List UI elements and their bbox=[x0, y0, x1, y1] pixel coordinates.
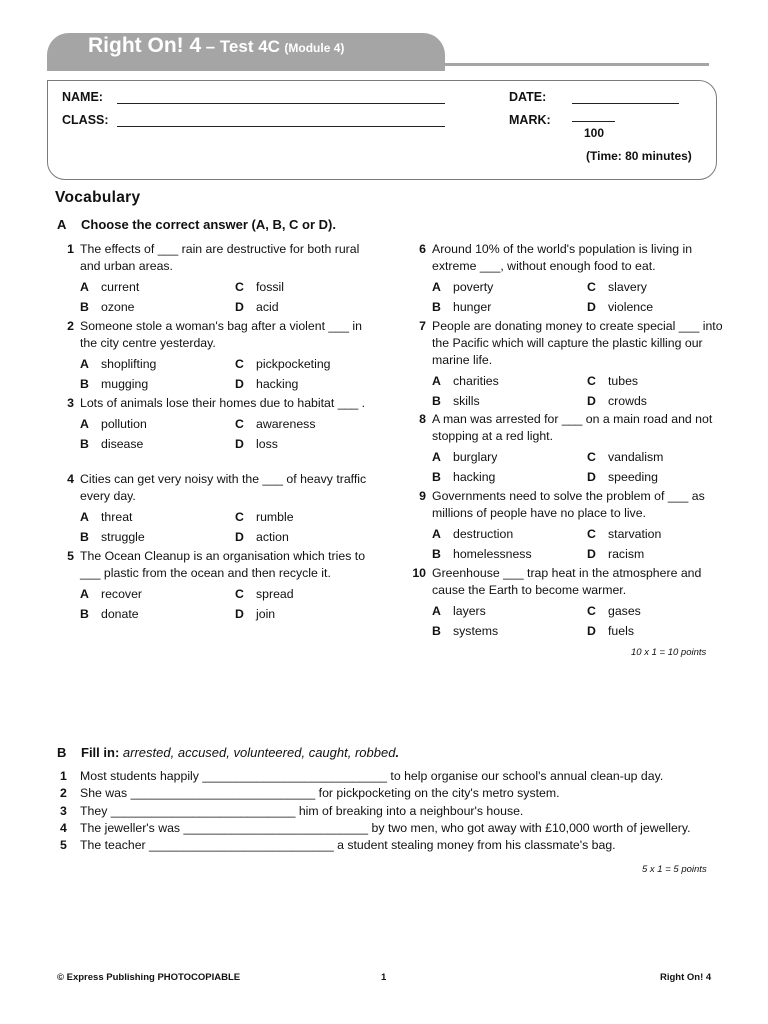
option-letter: B bbox=[80, 437, 89, 451]
title-module: (Module 4) bbox=[284, 41, 345, 55]
item-sentence: They ___________________________ him of breaking into a neighbour's house. bbox=[80, 803, 524, 818]
question-text: Governments need to solve the problem of ___ as millions of people have no place to live. bbox=[432, 489, 705, 520]
question-number: 8 bbox=[419, 412, 426, 426]
question-number: 3 bbox=[67, 396, 74, 410]
answer-option[interactable] bbox=[80, 606, 235, 623]
item-number: 4 bbox=[60, 820, 67, 835]
answer-option[interactable] bbox=[235, 299, 380, 316]
question-item bbox=[67, 241, 380, 316]
answer-option[interactable] bbox=[587, 546, 732, 563]
answer-option[interactable] bbox=[432, 373, 587, 390]
answer-options bbox=[80, 279, 380, 316]
question-number: 4 bbox=[67, 472, 74, 486]
item-number: 3 bbox=[60, 803, 67, 818]
item-sentence: The teacher ___________________________ a student stealing money from his classmate's bag. bbox=[80, 838, 616, 853]
option-text: pickpocketing bbox=[256, 357, 331, 371]
answer-option[interactable] bbox=[432, 469, 587, 486]
option-text: loss bbox=[256, 437, 278, 451]
option-text: homelessness bbox=[453, 547, 532, 561]
question-item bbox=[67, 318, 380, 393]
option-letter: A bbox=[80, 587, 89, 601]
answer-option[interactable] bbox=[587, 393, 732, 410]
date-field[interactable] bbox=[572, 103, 679, 104]
answer-option[interactable] bbox=[235, 376, 380, 393]
option-letter: C bbox=[235, 587, 244, 601]
footer-book-title: Right On! 4 bbox=[660, 972, 712, 983]
option-letter: A bbox=[432, 374, 441, 388]
option-letter: C bbox=[587, 527, 596, 541]
option-letter: C bbox=[587, 374, 596, 388]
answer-option[interactable] bbox=[235, 436, 380, 453]
date-label: DATE: bbox=[509, 90, 547, 104]
answer-options bbox=[432, 449, 732, 486]
option-letter: B bbox=[432, 300, 441, 314]
option-text: systems bbox=[453, 624, 499, 638]
option-letter: D bbox=[587, 547, 596, 561]
answer-options bbox=[80, 586, 380, 623]
option-text: fuels bbox=[608, 624, 634, 638]
item-number: 2 bbox=[60, 786, 67, 801]
footer-page-number: 1 bbox=[381, 972, 387, 983]
mark-label: MARK: bbox=[509, 113, 551, 127]
option-text: poverty bbox=[453, 280, 494, 294]
option-letter: D bbox=[235, 530, 244, 544]
fill-in-item[interactable] bbox=[60, 838, 616, 852]
option-letter: A bbox=[432, 280, 441, 294]
option-text: ozone bbox=[101, 300, 135, 314]
answer-options bbox=[80, 509, 380, 546]
option-text: charities bbox=[453, 374, 499, 388]
mark-total: 100 bbox=[584, 126, 605, 140]
option-text: vandalism bbox=[608, 450, 664, 464]
section-b-prefix: Fill in: bbox=[81, 745, 120, 760]
student-info-box bbox=[47, 80, 717, 180]
option-letter: D bbox=[235, 377, 244, 391]
option-text: skills bbox=[453, 394, 480, 408]
answer-option[interactable] bbox=[80, 436, 235, 453]
answer-option[interactable] bbox=[587, 603, 732, 620]
question-item bbox=[419, 241, 732, 316]
section-a-instruction bbox=[57, 217, 336, 232]
option-text: threat bbox=[101, 510, 133, 524]
title-rule bbox=[47, 63, 709, 66]
page-title bbox=[88, 34, 344, 58]
answer-option[interactable] bbox=[235, 356, 380, 373]
option-text: layers bbox=[453, 604, 486, 618]
question-number: 5 bbox=[67, 549, 74, 563]
option-text: awareness bbox=[256, 417, 316, 431]
option-letter: B bbox=[432, 394, 441, 408]
answer-option[interactable] bbox=[80, 529, 235, 546]
fill-in-item[interactable] bbox=[60, 786, 560, 800]
option-letter: A bbox=[432, 527, 441, 541]
option-text: shoplifting bbox=[101, 357, 157, 371]
option-text: disease bbox=[101, 437, 144, 451]
option-letter: A bbox=[80, 357, 89, 371]
option-text: destruction bbox=[453, 527, 514, 541]
answer-option[interactable] bbox=[432, 449, 587, 466]
name-label: NAME: bbox=[62, 90, 103, 104]
question-item bbox=[419, 318, 732, 410]
option-letter: C bbox=[235, 280, 244, 294]
option-letter: D bbox=[235, 437, 244, 451]
answer-option[interactable] bbox=[432, 603, 587, 620]
answer-options bbox=[432, 603, 732, 640]
question-number: 7 bbox=[419, 319, 426, 333]
option-text: pollution bbox=[101, 417, 147, 431]
option-text: tubes bbox=[608, 374, 639, 388]
answer-option[interactable] bbox=[587, 469, 732, 486]
question-item bbox=[419, 488, 732, 563]
option-letter: A bbox=[80, 417, 89, 431]
word-list: arrested, accused, volunteered, caught, robbed. bbox=[122, 745, 400, 760]
option-text: hacking bbox=[453, 470, 496, 484]
question-text: Greenhouse ___ trap heat in the atmosphere and cause the Earth to become warmer. bbox=[432, 566, 702, 597]
item-number: 5 bbox=[60, 838, 67, 853]
option-text: hacking bbox=[256, 377, 299, 391]
option-text: violence bbox=[608, 300, 654, 314]
option-text: acid bbox=[256, 300, 279, 314]
option-letter: A bbox=[80, 510, 89, 524]
answer-option[interactable] bbox=[587, 623, 732, 640]
option-text: spread bbox=[256, 587, 294, 601]
option-text: racism bbox=[608, 547, 645, 561]
option-letter: B bbox=[80, 377, 89, 391]
option-text: burglary bbox=[453, 450, 498, 464]
option-letter: B bbox=[80, 300, 89, 314]
option-text: recover bbox=[101, 587, 143, 601]
option-text: gases bbox=[608, 604, 641, 618]
option-letter: A bbox=[80, 280, 89, 294]
answer-option[interactable] bbox=[587, 449, 732, 466]
option-letter: D bbox=[587, 470, 596, 484]
question-number: 2 bbox=[67, 319, 74, 333]
answer-option[interactable] bbox=[80, 279, 235, 296]
question-item bbox=[67, 395, 380, 453]
answer-option[interactable] bbox=[235, 509, 380, 526]
section-a-score: 10 x 1 = 10 points bbox=[631, 647, 707, 658]
option-letter: B bbox=[432, 624, 441, 638]
question-text: Cities can get very noisy with the ___ of heavy traffic every day. bbox=[80, 472, 367, 503]
answer-options bbox=[80, 356, 380, 393]
answer-option[interactable] bbox=[587, 373, 732, 390]
option-letter: A bbox=[432, 604, 441, 618]
option-letter: C bbox=[235, 417, 244, 431]
name-field[interactable] bbox=[117, 103, 445, 104]
section-a-letter: A bbox=[57, 217, 67, 232]
section-heading-vocabulary: Vocabulary bbox=[55, 189, 141, 206]
answer-option[interactable] bbox=[80, 509, 235, 526]
question-number: 1 bbox=[67, 242, 74, 256]
fill-in-item[interactable] bbox=[60, 769, 663, 783]
section-b-letter: B bbox=[57, 745, 67, 760]
item-sentence: The jeweller's was ___________________________ by two men, who got away with £10,000 worth of jewellery. bbox=[80, 820, 691, 835]
fill-in-item[interactable] bbox=[60, 804, 523, 818]
answer-option[interactable] bbox=[587, 279, 732, 296]
option-letter: C bbox=[235, 510, 244, 524]
section-b-instruction bbox=[57, 745, 399, 760]
option-letter: C bbox=[235, 357, 244, 371]
question-item bbox=[412, 565, 732, 640]
answer-option[interactable] bbox=[235, 279, 380, 296]
option-letter: B bbox=[432, 547, 441, 561]
question-text: The effects of ___ rain are destructive for both rural and urban areas. bbox=[80, 242, 360, 273]
option-text: fossil bbox=[256, 280, 285, 294]
option-text: current bbox=[101, 280, 140, 294]
answer-option[interactable] bbox=[432, 393, 587, 410]
word-option: accused bbox=[177, 745, 227, 760]
option-letter: B bbox=[80, 530, 89, 544]
answer-option[interactable] bbox=[587, 526, 732, 543]
answer-option[interactable] bbox=[235, 586, 380, 603]
answer-option[interactable] bbox=[587, 299, 732, 316]
answer-options bbox=[432, 526, 732, 563]
item-sentence: She was ___________________________ for pickpocketing on the city's metro system. bbox=[80, 786, 560, 801]
answer-options bbox=[432, 279, 732, 316]
option-letter: B bbox=[80, 607, 89, 621]
word-option: volunteered bbox=[233, 745, 302, 760]
question-number: 6 bbox=[419, 242, 426, 256]
option-text: action bbox=[256, 530, 289, 544]
option-letter: D bbox=[587, 394, 596, 408]
option-text: slavery bbox=[608, 280, 647, 294]
answer-options bbox=[432, 373, 732, 410]
option-letter: A bbox=[432, 450, 441, 464]
option-letter: C bbox=[587, 604, 596, 618]
answer-option[interactable] bbox=[235, 606, 380, 623]
mark-field[interactable] bbox=[572, 121, 615, 122]
fill-in-item[interactable] bbox=[60, 821, 691, 835]
answer-option[interactable] bbox=[432, 623, 587, 640]
question-item bbox=[419, 411, 732, 486]
question-item bbox=[67, 548, 380, 623]
item-number: 1 bbox=[60, 769, 67, 783]
option-text: starvation bbox=[608, 527, 662, 541]
word-option: robbed bbox=[354, 745, 396, 760]
answer-option[interactable] bbox=[80, 416, 235, 433]
answer-option[interactable] bbox=[80, 586, 235, 603]
word-option: arrested bbox=[122, 745, 171, 760]
time-limit: (Time: 80 minutes) bbox=[586, 149, 692, 163]
option-text: mugging bbox=[101, 377, 149, 391]
title-main: Right On! 4 bbox=[88, 34, 202, 57]
answer-option[interactable] bbox=[80, 299, 235, 316]
question-text: Around 10% of the world's population is living in extreme ___, without enough food to eat. bbox=[432, 242, 693, 273]
word-option: caught bbox=[308, 745, 348, 760]
answer-option[interactable] bbox=[80, 356, 235, 373]
option-text: struggle bbox=[101, 530, 145, 544]
question-text: People are donating money to create special ___ into the Pacific which will capture the plastic killing our marine life. bbox=[432, 319, 723, 367]
option-letter: D bbox=[587, 624, 596, 638]
class-field[interactable] bbox=[117, 126, 445, 127]
section-b-score: 5 x 1 = 5 points bbox=[642, 864, 707, 875]
option-text: crowds bbox=[608, 394, 647, 408]
answer-option[interactable] bbox=[432, 299, 587, 316]
answer-option[interactable] bbox=[235, 416, 380, 433]
class-label: CLASS: bbox=[62, 113, 109, 127]
answer-option[interactable] bbox=[432, 526, 587, 543]
answer-option[interactable] bbox=[432, 546, 587, 563]
question-number: 9 bbox=[419, 489, 426, 503]
option-text: join bbox=[256, 607, 276, 621]
question-text: Lots of animals lose their homes due to habitat ___ . bbox=[80, 396, 366, 410]
option-letter: C bbox=[587, 450, 596, 464]
question-item bbox=[67, 471, 380, 546]
title-subtitle: – Test 4C bbox=[205, 37, 280, 56]
option-letter: C bbox=[587, 280, 596, 294]
option-letter: D bbox=[587, 300, 596, 314]
option-text: rumble bbox=[256, 510, 294, 524]
footer-copyright: © Express Publishing PHOTOCOPIABLE bbox=[57, 972, 241, 983]
answer-option[interactable] bbox=[432, 279, 587, 296]
option-text: speeding bbox=[608, 470, 658, 484]
option-text: donate bbox=[101, 607, 139, 621]
option-letter: D bbox=[235, 607, 244, 621]
answer-options bbox=[80, 416, 380, 453]
item-sentence: Most students happily ___________________________ to help organise our school's annual clean-up day. bbox=[80, 769, 664, 783]
option-letter: B bbox=[432, 470, 441, 484]
answer-option[interactable] bbox=[80, 376, 235, 393]
answer-option[interactable] bbox=[235, 529, 380, 546]
question-text: The Ocean Cleanup is an organisation which tries to ___ plastic from the ocean and then recycle it. bbox=[80, 549, 366, 580]
option-text: hunger bbox=[453, 300, 492, 314]
question-text: A man was arrested for ___ on a main road and not stopping at a red light. bbox=[432, 412, 713, 443]
section-a-instruction-text: Choose the correct answer (A, B, C or D). bbox=[81, 217, 336, 232]
question-text: Someone stole a woman's bag after a violent ___ in the city centre yesterday. bbox=[80, 319, 362, 350]
option-letter: D bbox=[235, 300, 244, 314]
question-number: 10 bbox=[412, 566, 426, 580]
